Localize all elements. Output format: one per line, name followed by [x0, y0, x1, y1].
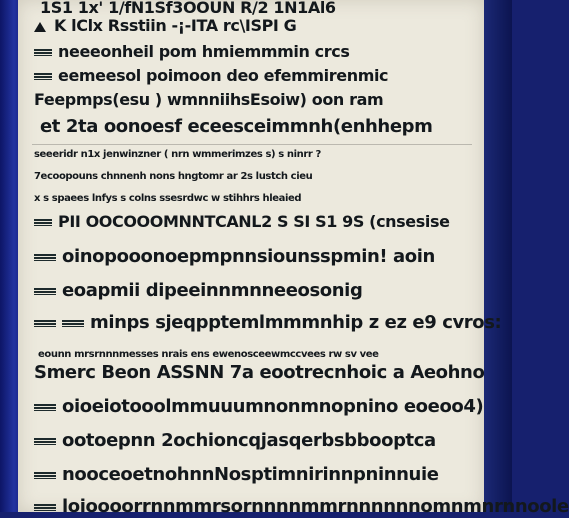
- text-line-6-label: et 2ta oonoesf eceesceimmnh(enhhepm: [40, 116, 433, 137]
- bullet-icon: [34, 288, 56, 295]
- divider: [32, 144, 472, 145]
- text-line-11-label: oinopooonoepmpnnsiounsspmin! aoin: [62, 246, 435, 267]
- bullet-icon: [34, 472, 56, 479]
- text-line-3: [34, 42, 474, 62]
- bullet-icon: [34, 219, 52, 226]
- text-line-16-label: oioeiotooolmmuuumnonmnopnino eoeoo4): [62, 396, 484, 417]
- text-line-13-label: minps sjeqpptemlmmmnhip z ez e9 cvros:: [90, 312, 502, 333]
- bullet-icon: [34, 504, 56, 511]
- text-line-15-label: Smerc Beon ASSNN 7a eootrecnhoic a Aeohno: [34, 362, 485, 383]
- bullet-icon: [34, 49, 52, 56]
- text-line-6: [40, 116, 470, 138]
- bullet-icon: [34, 404, 56, 411]
- text-line-18-label: nooceoetnohnnNosptimnirinnpninnuie: [62, 464, 439, 485]
- text-line-17: [34, 430, 474, 452]
- text-line-8-label: 7ecoopouns chnnenh nons hngtomr ar 2s lustch cieu: [34, 171, 313, 182]
- text-line-17-label: ootoepnn 2ochioncqjasqerbsbbooptca: [62, 430, 436, 451]
- text-line-5: [34, 90, 474, 110]
- text-line-14-label: eounn mrsrnnnmesses nrais ens ewenosceewmccvees rw sv vee: [38, 349, 379, 360]
- text-line-12-label: eoapmii dipeeinnmnneeosonig: [62, 280, 363, 301]
- right-blue-edge: [482, 0, 512, 512]
- text-line-10-label: PII OOCOOOMNNTCANL2 S SI S1 9S (cnsesise: [58, 212, 450, 231]
- text-line-4-label: eemeesol poimoon deo efemmirenmic: [58, 66, 389, 85]
- text-line-8: [34, 170, 474, 183]
- text-line-14: [38, 348, 474, 361]
- text-line-19: [34, 496, 569, 518]
- text-line-5-label: Feepmps(esu ) wmnniihsEsoiw) oon ram: [34, 90, 384, 109]
- bullet-icon: [62, 320, 84, 327]
- paper-sheet: [18, 0, 569, 517]
- text-line-1-label: 1S1 1x' 1/fN1Sf3OOUN R/2 1N1Al6: [40, 0, 336, 17]
- text-line-7-label: seeeridr n1x jenwinzner ( nrn wmmerimzes s) s ninrr ?: [34, 149, 321, 160]
- text-line-4: [34, 66, 474, 86]
- text-line-9-label: x s spaees lnfys s colns ssesrdwc w stihhrs hleaied: [34, 193, 302, 204]
- triangle-icon: [34, 22, 46, 32]
- text-line-16: [34, 396, 484, 418]
- text-line-11: [34, 246, 474, 268]
- bullet-icon: [34, 438, 56, 445]
- bullet-icon: [34, 320, 56, 327]
- bullet-icon: [34, 254, 56, 261]
- text-line-10: [34, 212, 474, 232]
- text-line-18: [34, 464, 474, 486]
- text-line-7: [34, 148, 474, 161]
- bullet-icon: [34, 73, 52, 80]
- text-line-3-label: neeeonheil pom hmiemmmin crcs: [58, 42, 350, 61]
- text-line-13: [34, 312, 502, 334]
- text-line-19-label: loioooorrnnmmrsornnnnmmrnnnnnnomnmnrnnoole: [62, 496, 569, 517]
- text-line-15: [34, 362, 485, 384]
- text-line-2: [34, 16, 474, 36]
- left-blue-edge: [0, 0, 20, 512]
- text-line-2-label: K lClx Rsstiin -¡-ITA rc\ISPI G: [54, 16, 297, 35]
- text-line-12: [34, 280, 474, 302]
- text-line-9: [34, 192, 474, 205]
